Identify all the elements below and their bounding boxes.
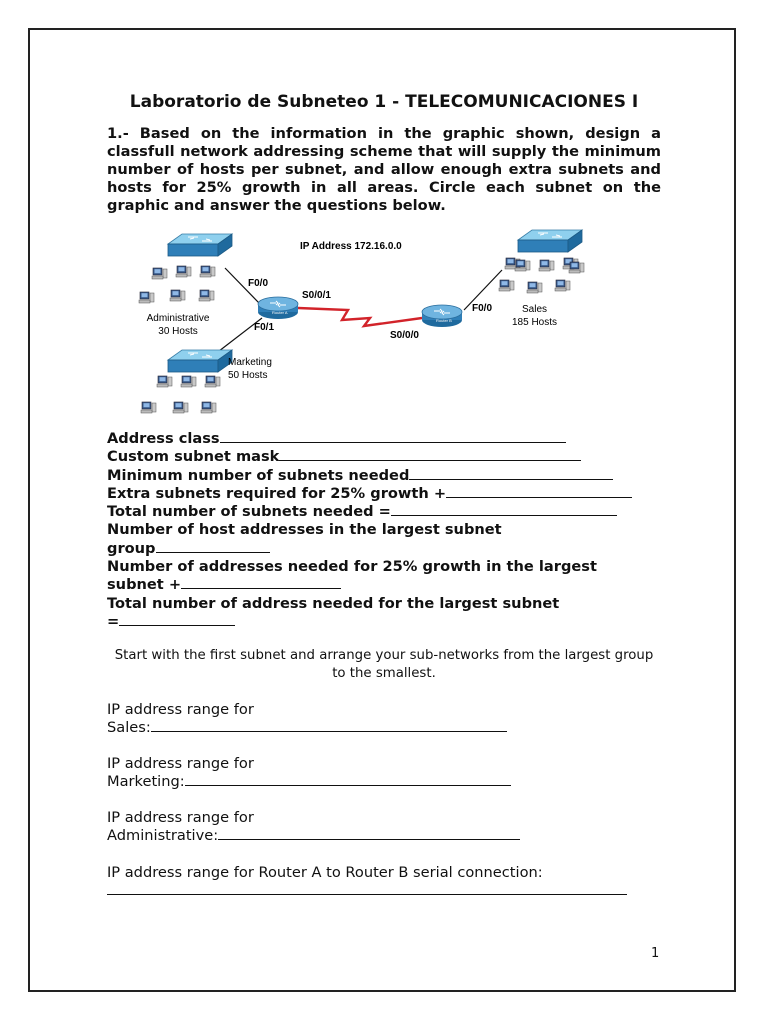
sales-switch [518, 230, 582, 252]
answer-blank[interactable] [218, 827, 520, 840]
range-marketing: IP address range for Marketing: [107, 755, 511, 791]
admin-pcs [139, 266, 215, 303]
answer-blank[interactable] [391, 503, 617, 516]
answer-blank[interactable] [156, 540, 270, 553]
marketing-pcs [141, 376, 220, 413]
question-address-class: Address class [107, 430, 632, 448]
intro-text: Based on the information in the graphic shown, design a classfull network addressing scheme that will supply the minimum number of hosts per subnet, and allow enough extra subnets and hosts for 25% growth in all areas. Circle each subnet on the graphic and answer the questions below. [107, 125, 661, 214]
answer-blank[interactable] [151, 719, 507, 732]
router-b [422, 305, 462, 327]
questions-block: Address class Custom subnet mask Minimum number of subnets needed Extra subnets required for 25% growth + Total number of subnets needed = Number of host addresses in the largest subnet group Number of addresses needed for 25% growth in the largest subnet + Total number of address needed for the largest subnet = [107, 430, 632, 631]
question-host-addresses: Number of host addresses in the largest subnet [107, 521, 502, 539]
serial-link [298, 308, 422, 326]
sales-pcs [499, 258, 584, 293]
sales-hosts: 185 Hosts [512, 317, 558, 328]
router-b-f00-label: F0/0 [472, 303, 493, 314]
answer-blank[interactable] [185, 773, 511, 786]
page-title: Laboratorio de Subneteo 1 - TELECOMUNICACIONES I [129, 92, 639, 112]
admin-name: Administrative [146, 313, 210, 324]
answer-blank[interactable] [279, 448, 581, 461]
range-administrative: IP address range for Administrative: [107, 809, 520, 845]
question-total-addresses: Total number of address needed for the largest subnet [107, 594, 560, 612]
ip-address-label: IP Address 172.16.0.0 [300, 241, 402, 252]
answer-blank[interactable] [107, 882, 627, 895]
answer-blank[interactable] [181, 576, 341, 589]
router-b-s000-label: S0/0/0 [390, 330, 419, 341]
instruction-text: Start with the first subnet and arrange your sub-networks from the largest group to the smallest. [114, 648, 654, 681]
marketing-name: Marketing [228, 357, 272, 368]
admin-switch [168, 234, 232, 256]
intro-paragraph [107, 125, 661, 215]
marketing-hosts: 50 Hosts [228, 370, 268, 381]
network-diagram [130, 228, 600, 428]
router-a-f00-label: F0/0 [248, 278, 269, 289]
question-subnet-mask: Custom subnet mask [107, 448, 632, 466]
router-b-label: Router B [436, 318, 452, 323]
answer-blank[interactable] [409, 467, 613, 480]
question-number: 1.- [107, 125, 129, 142]
range-serial: IP address range for Router A to Router B serial connection: [107, 864, 627, 900]
page-number: 1 [651, 946, 660, 961]
admin-hosts: 30 Hosts [158, 326, 198, 337]
router-a-s001-label: S0/0/1 [302, 290, 331, 301]
range-sales: IP address range for Sales: [107, 701, 507, 737]
question-total-subnets: Total number of subnets needed = [107, 503, 632, 521]
sales-name: Sales [522, 304, 548, 315]
answer-blank[interactable] [220, 430, 566, 443]
marketing-switch [168, 350, 232, 372]
router-a-f01-label: F0/1 [254, 322, 275, 333]
answer-blank[interactable] [119, 613, 235, 626]
question-extra-subnets: Extra subnets required for 25% growth + [107, 485, 632, 503]
router-a-label: Router A [272, 310, 288, 315]
router-a [258, 297, 298, 319]
question-min-subnets: Minimum number of subnets needed [107, 467, 632, 485]
answer-blank[interactable] [446, 485, 632, 498]
question-growth-addresses: Number of addresses needed for 25% growth in the largest [107, 558, 597, 576]
